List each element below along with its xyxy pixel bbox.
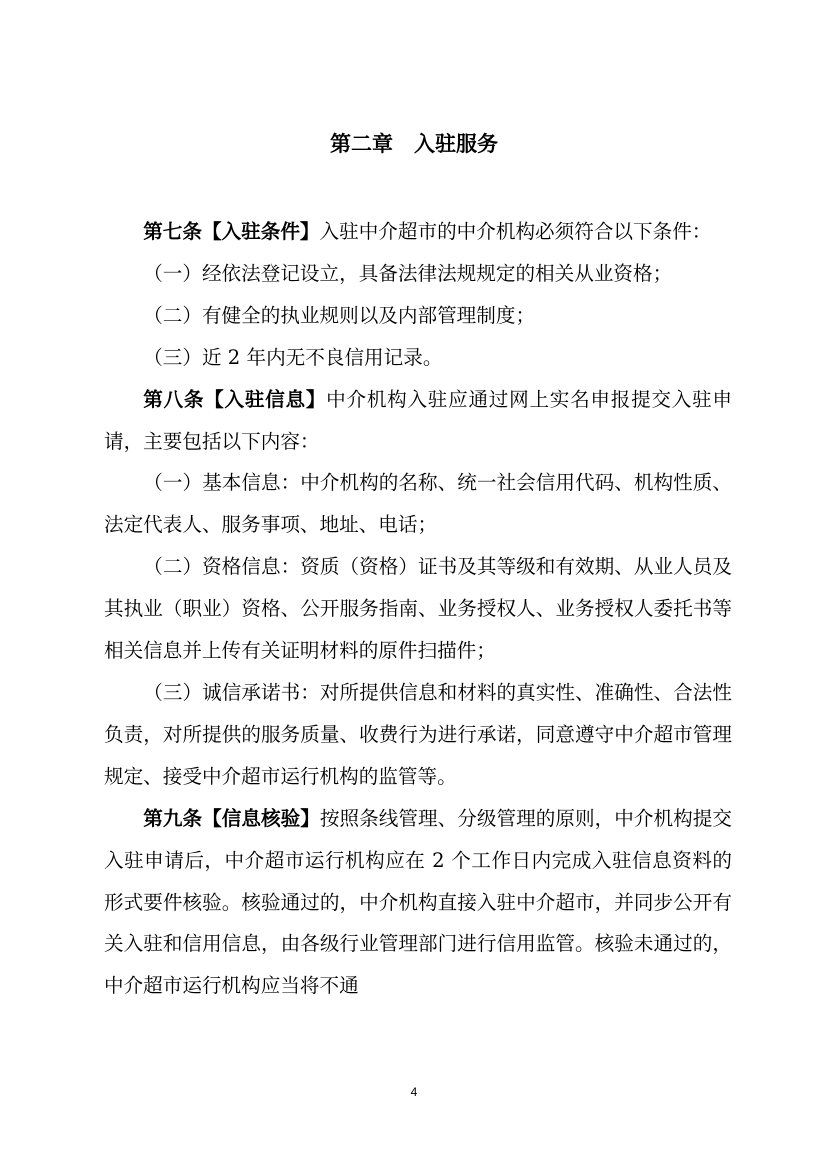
article-text: 按照条线管理、分级管理的原则，中介机构提交入驻申请后，中介超市运行机构应在 2 个工作日内完成入驻信息资料的形式要件核验。核验通过的，中介机构直接入驻中介超市，并同步公开有关入驻和信用信息，由各级行业管理部门进行信用监管。核验未通过的，中介超市运行机构应当将不通 [104, 806, 733, 998]
article-7 [104, 211, 732, 253]
article-8 [104, 379, 732, 463]
article-label: 第七条【入驻条件】 [143, 220, 320, 243]
article-8-item-1: （一）基本信息：中介机构的名称、统一社会信用代码、机构性质、法定代表人、服务事项、地址、电话； [104, 471, 732, 537]
article-text: 中介机构入驻应通过网上实名申报提交入驻申请，主要包括以下内容： [104, 387, 733, 453]
article-7-item-1: （一）经依法登记设立，具备法律法规规定的相关从业资格； [143, 261, 673, 285]
chapter-title: 第二章 入驻服务 [330, 132, 498, 156]
article-9 [104, 798, 732, 1008]
article-label: 第九条【信息核验】 [143, 806, 320, 830]
article-7-item-3: （三）近 2 年内无不良信用记录。 [143, 345, 443, 369]
article-7-item-2: （二）有健全的执业规则以及内部管理制度； [143, 303, 536, 327]
page-number: 4 [410, 1085, 418, 1099]
document-body [104, 211, 732, 1007]
article-8-item-2: （二）资格信息：资质（资格）证书及其等级和有效期、从业人员及其执业（职业）资格、公开服务指南、业务授权人、业务授权人委托书等相关信息并上传有关证明材料的原件扫描件； [104, 555, 732, 663]
article-8-item-3: （三）诚信承诺书：对所提供信息和材料的真实性、准确性、合法性负责，对所提供的服务质量、收费行为进行承诺，同意遵守中介超市管理规定、接受中介超市运行机构的监管等。 [104, 680, 732, 788]
article-text: 入驻中介超市的中介机构必须符合以下条件： [319, 220, 712, 243]
article-label: 第八条【入驻信息】 [143, 387, 327, 411]
